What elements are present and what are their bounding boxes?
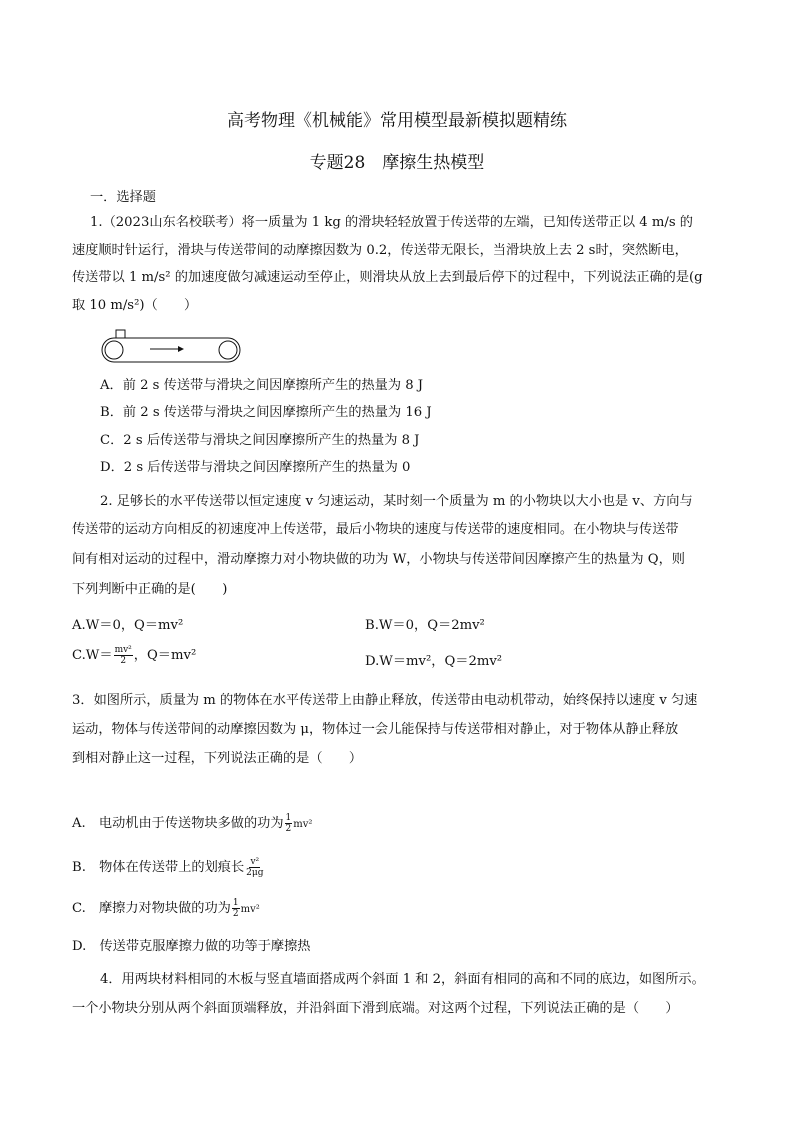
q1-option-b: B．前 2 s 传送带与滑块之间因摩擦所产生的热量为 16 J	[100, 405, 432, 420]
q4-line: 一个小物块分别从两个斜面顶端释放，并沿斜面下滑到底端。对这两个过程，下列说法正确的是（ ）	[72, 1001, 679, 1016]
q2-line: 下列判断中正确的是( )	[72, 582, 228, 597]
q3-line: 到相对静止这一过程，下列说法正确的是（ ）	[72, 751, 363, 766]
q1-line: 1.（2023山东名校联考）将一质量为 1 kg 的滑块轻轻放置于传送带的左端，已知传送带正以 4 m/s 的	[90, 215, 693, 230]
left-pulley	[105, 341, 123, 359]
q2-option-b: B.W＝0，Q＝2mv²	[365, 618, 485, 633]
q3-option-c: C. 摩擦力对物块做的功为 $\frac{1}{2}$ mv²	[72, 898, 260, 919]
right-pulley	[219, 341, 237, 359]
page-title: 高考物理《机械能》常用模型最新模拟题精练	[227, 111, 567, 131]
q2-line: 间有相对运动的过程中，滑动摩擦力对小物块做的功为 W，小物块与传送带间因摩擦产生的热量为 Q，则	[72, 552, 685, 567]
q1-option-c: C．2 s 后传送带与滑块之间因摩擦所产生的热量为 8 J	[100, 433, 420, 448]
q1-option-a: A．前 2 s 传送带与滑块之间因摩擦所产生的热量为 8 J	[100, 378, 424, 393]
q3-line: 3．如图所示，质量为 m 的物体在水平传送带上由静止释放，传送带由电动机带动，始终保持以速度 v 匀速	[72, 693, 698, 708]
page-subtitle: 专题28 摩擦生热模型	[309, 153, 485, 173]
q2-option-a: A.W＝0，Q＝mv²	[72, 618, 184, 633]
q2-option-d: D.W＝mv²，Q＝2mv²	[365, 654, 503, 669]
q3-option-b: B. 物体在传送带上的划痕长 $\frac{\text{v²}}{2\mu g}$	[72, 857, 264, 878]
conveyor-belt-figure	[98, 326, 248, 366]
section-heading: 一．选择题	[90, 190, 156, 205]
q3-option-d: D. 传送带克服摩擦力做的功等于摩擦热	[72, 939, 311, 954]
q2-line: 传送带的运动方向相反的初速度冲上传送带，最后小物块的速度与传送带的速度相同。在小物块与传送带	[72, 522, 679, 537]
q2-option-c: C.W＝ $\frac{\text{mv²}}{2}$ ，Q＝mv²	[72, 645, 197, 666]
q1-line: 速度顺时针运行，滑块与传送带间的动摩擦因数为 0.2，传送带无限长，当滑块放上去 2 s时，突然断电，	[72, 243, 688, 258]
q4-line: 4．用两块材料相同的木板与竖直墙面搭成两个斜面 1 和 2，斜面有相同的高和不同的底边，如图所示。	[100, 972, 705, 987]
slider-block	[116, 330, 125, 338]
q1-option-d: D．2 s 后传送带与滑块之间因摩擦所产生的热量为 0	[100, 460, 411, 475]
q2-line: 2. 足够长的水平传送带以恒定速度 v 匀速运动，某时刻一个质量为 m 的小物块以大小也是 v、方向与	[100, 494, 693, 509]
q1-line: 传送带以 1 m/s² 的加速度做匀减速运动至停止，则滑块从放上去到最后停下的过程中，下列说法正确的是(g	[72, 270, 703, 285]
q3-line: 运动，物体与传送带间的动摩擦因数为 μ，物体过一会儿能保持与传送带相对静止，对于物体从静止释放	[72, 722, 679, 737]
q3-option-a: A. 电动机由于传送物块多做的功为 $\frac{1}{2}$ mv²	[72, 813, 313, 834]
q1-line: 取 10 m/s²)（ ）	[72, 298, 198, 313]
